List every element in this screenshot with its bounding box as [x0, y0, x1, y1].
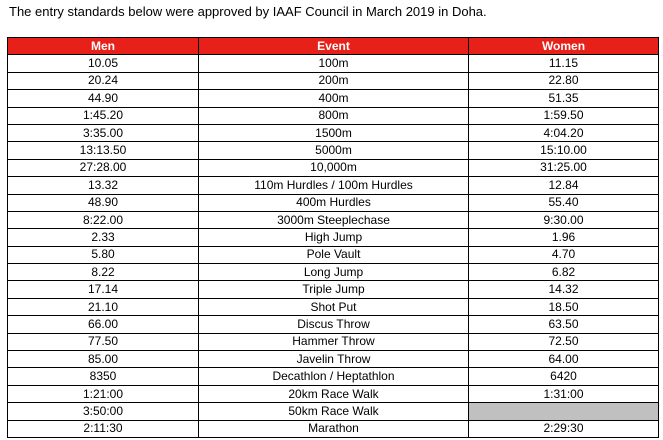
table-row [8, 159, 659, 176]
women-standard-cell: 2:29:30 [469, 420, 659, 437]
table-row [8, 298, 659, 315]
women-standard-cell: 4.70 [469, 246, 659, 263]
table-body [8, 55, 659, 438]
event-name-cell: Hammer Throw [199, 333, 469, 350]
men-standard-cell: 8.22 [8, 264, 199, 281]
column-header-women: Women [469, 38, 659, 55]
men-standard-cell: 3:50:00 [8, 403, 199, 420]
table-row [8, 403, 659, 420]
table-row [8, 211, 659, 228]
women-standard-cell-empty [469, 403, 659, 420]
table-header [8, 38, 659, 55]
women-standard-cell: 64.00 [469, 351, 659, 368]
event-name-cell: 800m [199, 107, 469, 124]
men-standard-cell: 10.05 [8, 55, 199, 72]
event-name-cell: Long Jump [199, 264, 469, 281]
intro-text: The entry standards below were approved by IAAF Council in March 2019 in Doha. [9, 4, 487, 19]
entry-standards-table [7, 37, 659, 438]
women-standard-cell: 1:31:00 [469, 385, 659, 402]
women-standard-cell: 72.50 [469, 333, 659, 350]
table-row [8, 264, 659, 281]
table-row [8, 368, 659, 385]
women-standard-cell: 6420 [469, 368, 659, 385]
women-standard-cell: 6.82 [469, 264, 659, 281]
table-row [8, 420, 659, 437]
table-row [8, 281, 659, 298]
table-row [8, 55, 659, 72]
men-standard-cell: 44.90 [8, 90, 199, 107]
women-standard-cell: 51.35 [469, 90, 659, 107]
table-row [8, 124, 659, 141]
table-row [8, 107, 659, 124]
table-row [8, 177, 659, 194]
women-standard-cell: 9:30.00 [469, 211, 659, 228]
women-standard-cell: 22.80 [469, 72, 659, 89]
women-standard-cell: 55.40 [469, 194, 659, 211]
table-row [8, 351, 659, 368]
women-standard-cell: 14.32 [469, 281, 659, 298]
men-standard-cell: 20.24 [8, 72, 199, 89]
women-standard-cell: 15:10.00 [469, 142, 659, 159]
women-standard-cell: 31:25.00 [469, 159, 659, 176]
men-standard-cell: 13.32 [8, 177, 199, 194]
event-name-cell: 400m [199, 90, 469, 107]
event-name-cell: Marathon [199, 420, 469, 437]
event-name-cell: Discus Throw [199, 316, 469, 333]
women-standard-cell: 11.15 [469, 55, 659, 72]
event-name-cell: Decathlon / Heptathlon [199, 368, 469, 385]
event-name-cell: 400m Hurdles [199, 194, 469, 211]
table-row [8, 229, 659, 246]
table-row [8, 142, 659, 159]
event-name-cell: 3000m Steeplechase [199, 211, 469, 228]
men-standard-cell: 5.80 [8, 246, 199, 263]
men-standard-cell: 2:11:30 [8, 420, 199, 437]
men-standard-cell: 13:13.50 [8, 142, 199, 159]
event-name-cell: Javelin Throw [199, 351, 469, 368]
men-standard-cell: 8350 [8, 368, 199, 385]
women-standard-cell: 1:59.50 [469, 107, 659, 124]
men-standard-cell: 1:45.20 [8, 107, 199, 124]
men-standard-cell: 21.10 [8, 298, 199, 315]
women-standard-cell: 1.96 [469, 229, 659, 246]
women-standard-cell: 18.50 [469, 298, 659, 315]
men-standard-cell: 17.14 [8, 281, 199, 298]
men-standard-cell: 27:28.00 [8, 159, 199, 176]
event-name-cell: 110m Hurdles / 100m Hurdles [199, 177, 469, 194]
men-standard-cell: 8:22.00 [8, 211, 199, 228]
table-row [8, 385, 659, 402]
table-row [8, 72, 659, 89]
column-header-event: Event [199, 38, 469, 55]
men-standard-cell: 48.90 [8, 194, 199, 211]
event-name-cell: Triple Jump [199, 281, 469, 298]
event-name-cell: 100m [199, 55, 469, 72]
men-standard-cell: 3:35.00 [8, 124, 199, 141]
event-name-cell: Pole Vault [199, 246, 469, 263]
event-name-cell: 1500m [199, 124, 469, 141]
men-standard-cell: 77.50 [8, 333, 199, 350]
header-row [8, 38, 659, 55]
event-name-cell: 200m [199, 72, 469, 89]
table-row [8, 246, 659, 263]
event-name-cell: 5000m [199, 142, 469, 159]
men-standard-cell: 85.00 [8, 351, 199, 368]
table-row [8, 316, 659, 333]
table-row [8, 90, 659, 107]
event-name-cell: Shot Put [199, 298, 469, 315]
event-name-cell: 10,000m [199, 159, 469, 176]
table-row [8, 333, 659, 350]
men-standard-cell: 66.00 [8, 316, 199, 333]
table-row [8, 194, 659, 211]
event-name-cell: 20km Race Walk [199, 385, 469, 402]
women-standard-cell: 63.50 [469, 316, 659, 333]
women-standard-cell: 4:04.20 [469, 124, 659, 141]
column-header-men: Men [8, 38, 199, 55]
men-standard-cell: 2.33 [8, 229, 199, 246]
event-name-cell: High Jump [199, 229, 469, 246]
men-standard-cell: 1:21:00 [8, 385, 199, 402]
women-standard-cell: 12.84 [469, 177, 659, 194]
event-name-cell: 50km Race Walk [199, 403, 469, 420]
